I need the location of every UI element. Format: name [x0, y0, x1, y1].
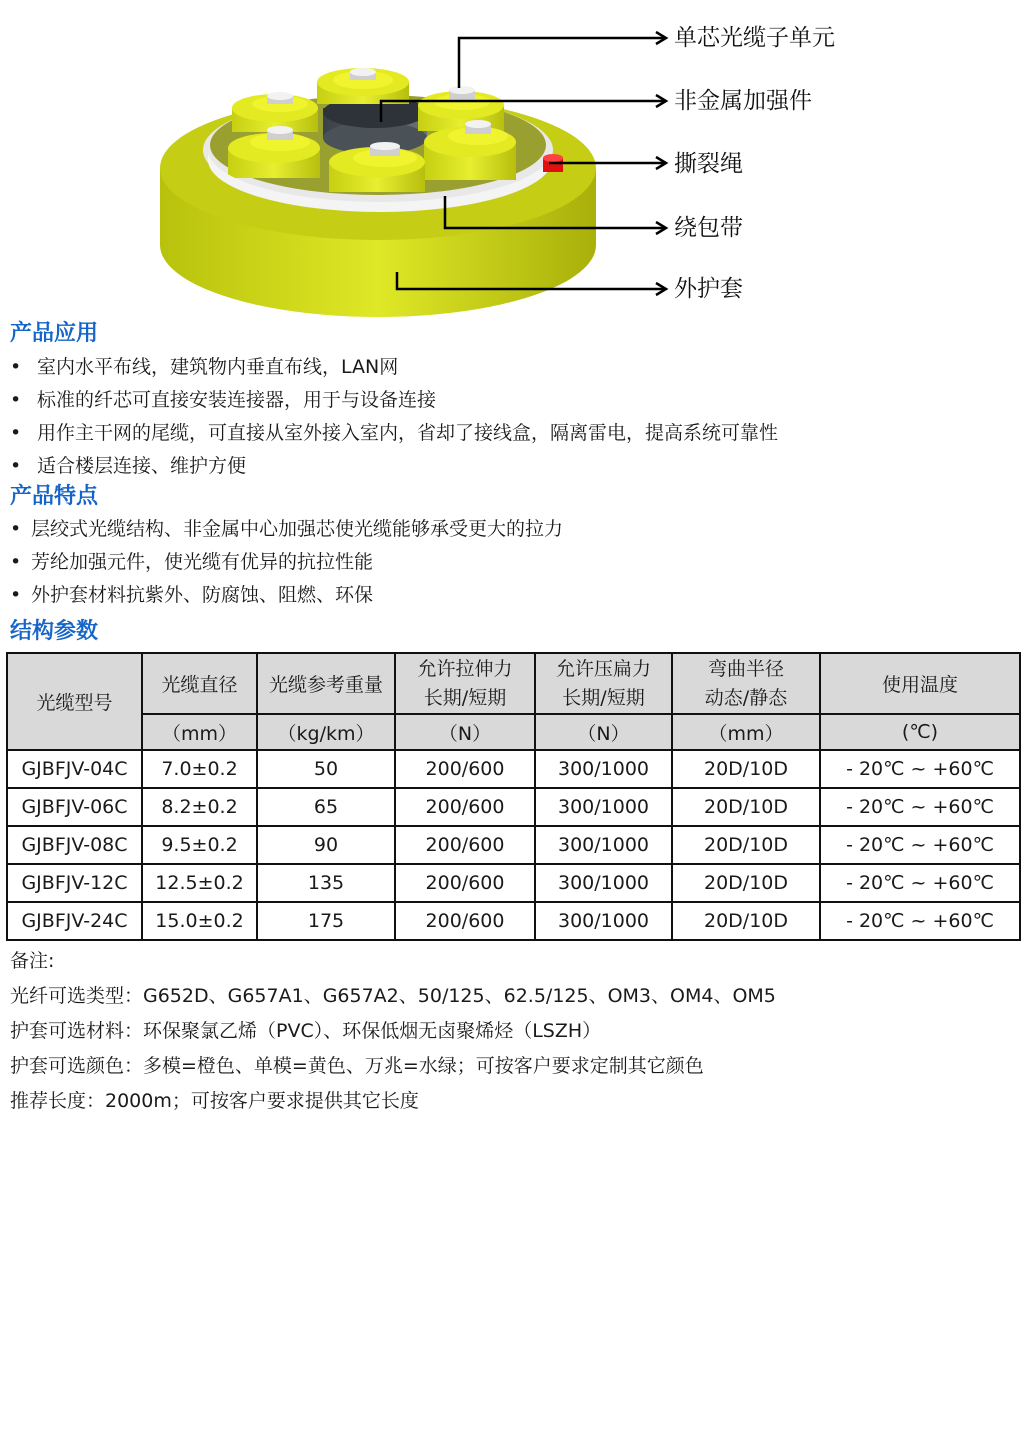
list-item: • 适合楼层连接、维护方便 — [10, 450, 778, 483]
cell-tensile: 200/600 — [395, 826, 535, 864]
callout-ripcord: 撕裂绳 — [674, 151, 743, 177]
cell-model: GJBFJV-24C — [7, 902, 142, 940]
cell-tensile: 200/600 — [395, 864, 535, 902]
cell-tensile: 200/600 — [395, 902, 535, 940]
cell-diameter: 12.5±0.2 — [142, 864, 257, 902]
callout-outer-jacket: 外护套 — [674, 276, 743, 302]
note-recommended-length: 推荐长度：2000m；可按客户要求提供其它长度 — [10, 1090, 419, 1112]
list-item: • 层绞式光缆结构、非金属中心加强芯使光缆能够承受更大的拉力 — [10, 513, 563, 546]
cell-temperature: - 20℃ ~ +60℃ — [820, 788, 1020, 826]
table-row — [7, 788, 1020, 826]
callout-strength-member: 非金属加强件 — [674, 88, 812, 114]
cell-temperature: - 20℃ ~ +60℃ — [820, 750, 1020, 788]
cell-weight: 175 — [257, 902, 395, 940]
header-model: 光缆型号 — [7, 653, 142, 750]
cell-temperature: - 20℃ ~ +60℃ — [820, 864, 1020, 902]
bullet-icon: • — [10, 422, 22, 444]
cell-model: GJBFJV-08C — [7, 826, 142, 864]
note-jacket-materials: 护套可选材料：环保聚氯乙烯（PVC）、环保低烟无卤聚烯烃（LSZH） — [10, 1020, 602, 1042]
cell-diameter: 9.5±0.2 — [142, 826, 257, 864]
fiber-subunit-back-center — [317, 68, 409, 104]
list-item: • 标准的纤芯可直接安装连接器，用于与设备连接 — [10, 384, 778, 417]
note-fiber-types: 光纤可选类型：G652D、G657A1、G657A2、50/125、62.5/125、OM3、OM4、OM5 — [10, 985, 776, 1007]
cell-crush: 300/1000 — [535, 864, 672, 902]
header-crush: 允许压扁力 长期/短期 — [535, 653, 672, 714]
unit-diameter: （mm） — [142, 714, 257, 750]
header-tensile: 允许拉伸力 长期/短期 — [395, 653, 535, 714]
table-row — [7, 750, 1020, 788]
list-item: • 室内水平布线，建筑物内垂直布线，LAN网 — [10, 351, 778, 384]
cell-diameter: 15.0±0.2 — [142, 902, 257, 940]
cell-temperature: - 20℃ ~ +60℃ — [820, 902, 1020, 940]
header-temperature: 使用温度 — [820, 653, 1020, 714]
cell-diameter: 8.2±0.2 — [142, 788, 257, 826]
cell-weight: 90 — [257, 826, 395, 864]
header-weight: 光缆参考重量 — [257, 653, 395, 714]
cell-model: GJBFJV-04C — [7, 750, 142, 788]
unit-tensile: （N） — [395, 714, 535, 750]
cell-bend-radius: 20D/10D — [672, 902, 820, 940]
header-bend-radius: 弯曲半径 动态/静态 — [672, 653, 820, 714]
bullet-icon: • — [10, 584, 22, 606]
callout-fiber-subunit: 单芯光缆子单元 — [674, 25, 835, 51]
cell-crush: 300/1000 — [535, 788, 672, 826]
unit-weight: （kg/km） — [257, 714, 395, 750]
header-diameter: 光缆直径 — [142, 653, 257, 714]
list-item: • 芳纶加强元件，使光缆有优异的抗拉性能 — [10, 546, 563, 579]
unit-crush: （N） — [535, 714, 672, 750]
cell-bend-radius: 20D/10D — [672, 826, 820, 864]
cell-tensile: 200/600 — [395, 788, 535, 826]
cell-weight: 65 — [257, 788, 395, 826]
cell-diameter: 7.0±0.2 — [142, 750, 257, 788]
cell-bend-radius: 20D/10D — [672, 750, 820, 788]
cell-model: GJBFJV-12C — [7, 864, 142, 902]
features-list — [10, 513, 563, 612]
bullet-icon: • — [10, 518, 22, 540]
unit-bend-radius: （mm） — [672, 714, 820, 750]
cell-crush: 300/1000 — [535, 826, 672, 864]
cable-cross-section-illustration — [0, 0, 1024, 320]
section-title-features: 产品特点 — [10, 484, 99, 509]
bullet-icon: • — [10, 551, 22, 573]
table-row — [7, 864, 1020, 902]
unit-temperature: (℃) — [820, 714, 1020, 750]
cell-bend-radius: 20D/10D — [672, 788, 820, 826]
cable-structure-diagram — [0, 0, 1024, 320]
table-row — [7, 826, 1020, 864]
list-item: • 用作主干网的尾缆，可直接从室外接入室内，省却了接线盒，隔离雷电，提高系统可靠性 — [10, 417, 778, 450]
notes-block — [10, 944, 776, 1119]
bullet-icon: • — [10, 455, 22, 477]
table-row — [7, 902, 1020, 940]
application-list — [10, 351, 778, 483]
bullet-icon: • — [10, 356, 22, 378]
cell-weight: 50 — [257, 750, 395, 788]
section-title-application: 产品应用 — [10, 321, 99, 346]
cell-weight: 135 — [257, 864, 395, 902]
cell-model: GJBFJV-06C — [7, 788, 142, 826]
cell-tensile: 200/600 — [395, 750, 535, 788]
cell-crush: 300/1000 — [535, 750, 672, 788]
cell-crush: 300/1000 — [535, 902, 672, 940]
cell-bend-radius: 20D/10D — [672, 864, 820, 902]
cell-temperature: - 20℃ ~ +60℃ — [820, 826, 1020, 864]
notes-title: 备注: — [10, 950, 55, 972]
spec-table — [6, 652, 1021, 941]
section-title-structure: 结构参数 — [10, 619, 99, 644]
note-jacket-colors: 护套可选颜色：多模=橙色、单模=黄色、万兆=水绿；可按客户要求定制其它颜色 — [10, 1055, 704, 1077]
callout-wrap-tape: 绕包带 — [674, 215, 743, 241]
bullet-icon: • — [10, 389, 22, 411]
list-item: • 外护套材料抗紫外、防腐蚀、阻燃、环保 — [10, 579, 563, 612]
